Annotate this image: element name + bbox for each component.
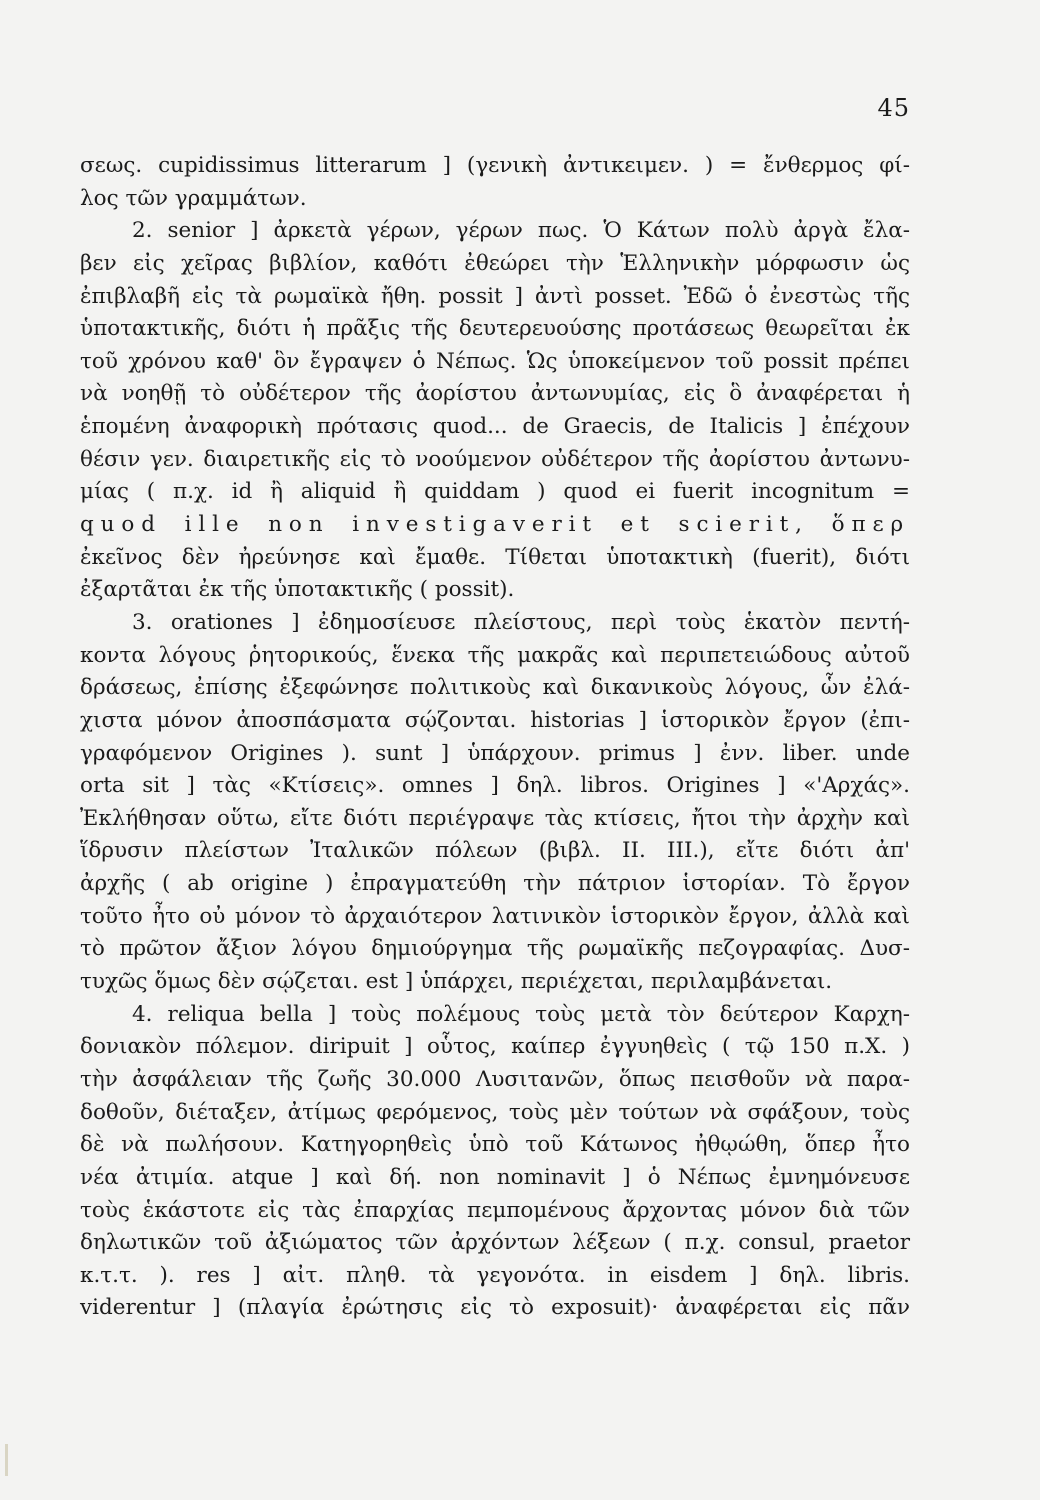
text-line: βεν εἰς χεῖρας βιβλίον, καθότι ἐθεώρει τὴν Ἑλληνικὴν μόρφωσιν ὡς (80, 250, 910, 276)
text-line: ἐπιβλαβῆ εἰς τὰ ρωμαϊκὰ ἤθη. possit ] ἀντὶ posset. Ἐδῶ ὁ ἐνεστὼς τῆς (80, 283, 910, 309)
text-line: 4. reliqua bella ] τοὺς πολέμους τοὺς μετὰ τὸν δεύτερον Καρχη- (132, 1001, 910, 1027)
text-line: νὰ νοηθῇ τὸ οὐδέτερον τῆς ἀορίστου ἀντωνυμίας, εἰς ὃ ἀναφέρεται ἡ (80, 381, 910, 407)
text-line: δηλωτικῶν τοῦ ἀξιώματος τῶν ἀρχόντων λέξεων ( π.χ. consul, praetor (80, 1230, 910, 1256)
text-line: ἑπομένη ἀναφορικὴ πρότασις quod... de Graecis, de Italicis ] ἐπέχουν (80, 414, 910, 440)
text-line: τὸ πρῶτον ἄξιον λόγου δημιούργημα τῆς ρωμαϊκῆς πεζογραφίας. Δυσ- (80, 936, 910, 962)
text-line: κ.τ.τ. ). res ] αἰτ. πληθ. τὰ γεγονότα. in eisdem ] δηλ. libris. (80, 1262, 910, 1288)
text-line: λος τῶν γραμμάτων. (80, 185, 307, 211)
text-line: viderentur ] (πλαγία ἐρώτησις εἰς τὸ exposuit)· ἀναφέρεται εἰς πᾶν (80, 1295, 910, 1321)
text-line: νέα ἀτιμία. atque ] καὶ δή. non nominavit ] ὁ Νέπως ἐμνημόνευσε (80, 1164, 910, 1190)
text-line: δράσεως, ἐπίσης ἐξεφώνησε πολιτικοὺς καὶ δικανικοὺς λόγους, ὧν ἐλά- (80, 675, 910, 701)
text-line: θέσιν γεν. διαιρετικῆς εἰς τὸ νοούμενον οὐδέτερον τῆς ἀορίστου ἀντωνυ- (80, 446, 910, 472)
text-line: γραφόμενον Origines ). sunt ] ὑπάρχουν. primus ] ἐνν. liber. unde (80, 740, 910, 766)
text-line: χιστα μόνον ἀποσπάσματα σῴζονται. historias ] ἱστορικὸν ἔργον (ἐπι- (80, 707, 910, 733)
text-line: 2. senior ] ἀρκετὰ γέρων, γέρων πως. Ὁ Κάτων πολὺ ἀργὰ ἔλα- (132, 218, 910, 244)
text-line: δὲ νὰ πωλήσουν. Κατηγορηθεὶς ὑπὸ τοῦ Κάτωνος ἠθῳώθη, ὅπερ ἦτο (80, 1132, 910, 1158)
text-line: τυχῶς ὅμως δὲν σῴζεται. est ] ὑπάρχει, περιέχεται, περιλαμβάνεται. (80, 969, 833, 995)
text-line: τοὺς ἑκάστοτε εἰς τὰς ἐπαρχίας πεμπομένους ἄρχοντας μόνον διὰ τῶν (80, 1197, 910, 1223)
text-line: δοθοῦν, διέταξεν, ἀτίμως φερόμενος, τοὺς μὲν τούτων νὰ σφάξουν, τοὺς (80, 1099, 910, 1125)
text-line: ἀρχῆς ( ab origine ) ἐπραγματεύθη τὴν πάτριον ἱστορίαν. Τὸ ἔργον (80, 871, 910, 897)
text-line: τοῦ χρόνου καθ' ὃν ἔγραψεν ὁ Νέπως. Ὡς ὑποκείμενον τοῦ possit πρέπει (80, 348, 910, 374)
page-number: 45 (877, 94, 910, 122)
text-line: quod ille non investigaverit et scierit, ὅπερ (80, 512, 910, 538)
text-line: ἐκεῖνος δὲν ἠρεύνησε καὶ ἔμαθε. Τίθεται ὑποτακτικὴ (fuerit), διότι (80, 544, 910, 570)
text-line: ἵδρυσιν πλείστων Ἰταλικῶν πόλεων (βιβλ. II. III.), εἴτε διότι ἀπ' (80, 838, 910, 864)
text-line: 3. orationes ] ἐδημοσίευσε πλείστους, περὶ τοὺς ἑκατὸν πεντή- (132, 609, 910, 635)
text-line: ὑποτακτικῆς, διότι ἡ πρᾶξις τῆς δευτερευούσης προτάσεως θεωρεῖται ἐκ (80, 316, 910, 342)
text-line: κοντα λόγους ῥητορικούς, ἕνεκα τῆς μακρᾶς καὶ περιπετειώδους αὐτοῦ (80, 642, 910, 668)
body-text (80, 150, 910, 1325)
text-line: τὴν ἀσφάλειαν τῆς ζωῆς 30.000 Λυσιτανῶν, ὅπως πεισθοῦν νὰ παρα- (80, 1066, 910, 1092)
text-line: Ἐκλήθησαν οὕτω, εἴτε διότι περιέγραψε τὰς κτίσεις, ἤτοι τὴν ἀρχὴν καὶ (80, 805, 910, 831)
text-line: orta sit ] τὰς «Κτίσεις». omnes ] δηλ. libros. Origines ] «'Αρχάς». (80, 773, 910, 799)
text-line: ἐξαρτᾶται ἐκ τῆς ὑποτακτικῆς ( possit). (80, 577, 515, 603)
text-line: μίας ( π.χ. id ἢ aliquid ἢ quiddam ) quod ei fuerit incognitum = (80, 479, 910, 505)
text-line: τοῦτο ἦτο οὐ μόνον τὸ ἀρχαιότερον λατινικὸν ἱστορικὸν ἔργον, ἀλλὰ καὶ (80, 903, 910, 929)
text-line: δονιακὸν πόλεμον. diripuit ] οὗτος, καίπερ ἐγγυηθεὶς ( τῷ 150 π.Χ. ) (80, 1034, 910, 1060)
margin-mark (5, 1444, 8, 1476)
text-line: σεως. cupidissimus litterarum ] (γενικὴ ἀντικειμεν. ) = ἔνθερμος φί- (80, 153, 910, 178)
